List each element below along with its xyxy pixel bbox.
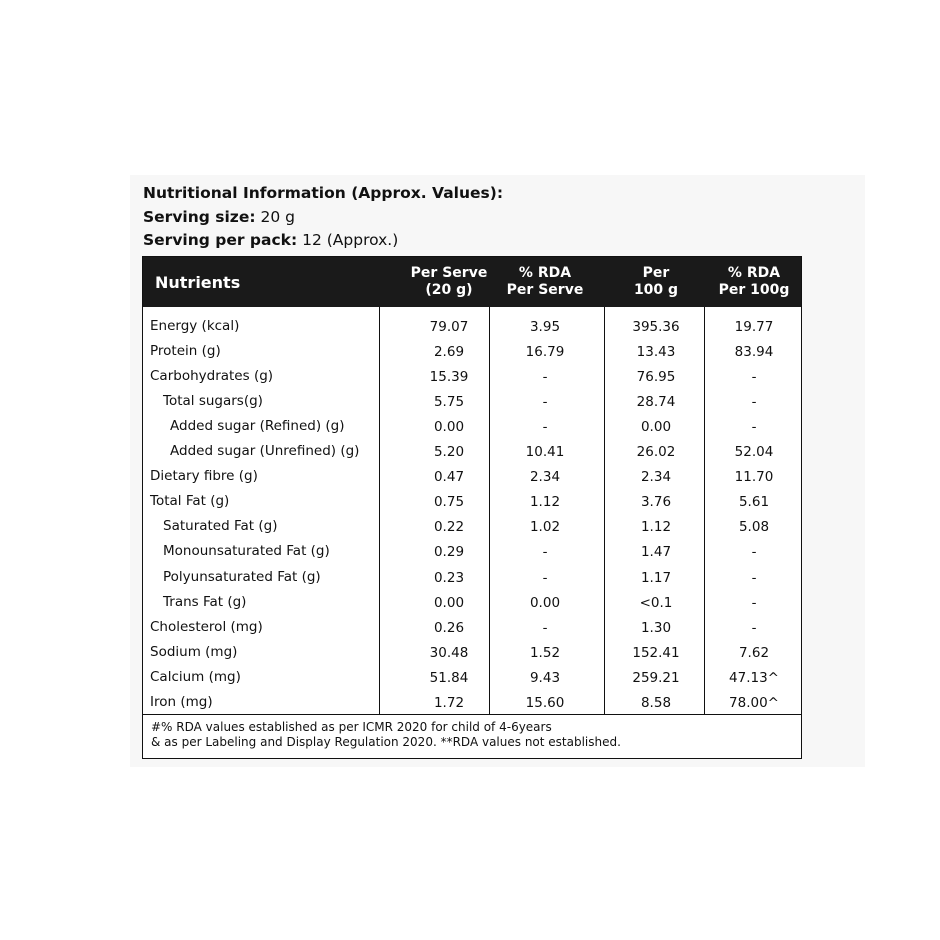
nutrient-value: 76.95 [636,369,676,386]
nutrient-value: 0.00 [433,419,465,436]
nutrient-value: 1.17 [640,569,672,586]
column-header-label: Per Serve [506,282,584,298]
column-header [694,257,814,307]
nutrient-name: Energy (kcal) [150,318,240,334]
nutrient-value: 0.00 [529,594,561,611]
nutrient-value: 0.26 [433,619,465,636]
nutrient-name: Saturated Fat (g) [163,518,278,535]
nutrient-value: 3.95 [529,319,561,335]
nutrient-value: - [751,419,757,436]
column-header-label: (20 g) [425,282,473,298]
nutrient-value: 1.72 [433,694,465,711]
nutrient-value: 11.70 [734,469,774,486]
nutrient-name: Iron (mg) [150,693,213,710]
nutrient-value: 26.02 [636,444,676,461]
nutrient-name: Total sugars(g) [163,393,263,410]
nutrient-value: 1.30 [640,619,672,636]
nutrient-value: 1.12 [640,519,672,536]
footnote-line: #% RDA values established as per ICMR 2020 for child of 4-6years [151,720,552,734]
servings-per-pack [143,230,398,250]
nutrient-value: 5.61 [738,494,770,511]
nutrient-value: - [542,369,548,386]
nutrient-value: - [751,544,757,561]
table-header [143,257,801,307]
nutrient-value: - [542,419,548,436]
column-header-label: Per 100g [718,282,790,298]
nutrient-value: 10.41 [525,444,565,461]
footnote [151,720,621,750]
nutrition-title: Nutritional Information (Approx. Values): [143,184,504,202]
nutrient-value: 47.13^ [729,669,779,686]
nutrient-value: 15.60 [525,694,565,711]
nutrient-value: 3.76 [640,494,672,511]
nutrient-value: 2.34 [529,469,561,486]
nutrient-value: - [751,569,757,586]
nutrient-value: 1.12 [529,494,561,511]
nutrient-name: Monounsaturated Fat (g) [163,543,330,560]
nutrient-value: 19.77 [734,319,774,335]
column-divider [604,307,605,714]
nutrient-value: 0.75 [433,494,465,511]
nutrient-value: 1.52 [529,644,561,661]
column-header-label: Per Serve [410,265,488,281]
nutrient-value: - [542,394,548,411]
footnote-divider [143,714,801,715]
column-divider [379,307,380,714]
nutrient-value: 13.43 [636,344,676,361]
nutrient-value: 0.23 [433,569,465,586]
nutrient-name: Cholesterol (mg) [150,618,263,635]
nutrient-value: - [751,369,757,386]
nutrition-table [142,256,802,759]
nutrient-name: Trans Fat (g) [163,593,247,610]
nutrient-name: Total Fat (g) [150,493,230,510]
column-header [143,257,391,307]
nutrient-value: 1.02 [529,519,561,536]
nutrient-name: Calcium (mg) [150,668,241,685]
column-header-label: 100 g [633,282,679,298]
nutrient-value: 5.08 [738,519,770,536]
nutrient-name: Sodium (mg) [150,643,238,660]
nutrient-value: 0.47 [433,469,465,486]
nutrient-value: 2.34 [640,469,672,486]
nutrient-value: 52.04 [734,444,774,461]
nutrient-value: 1.47 [640,544,672,561]
footnote-line: & as per Labeling and Display Regulation 2020. **RDA values not established. [151,735,621,749]
nutrient-value: 9.43 [529,669,561,686]
servings-per-pack-label: Serving per pack: [143,231,298,249]
nutrient-value: 259.21 [632,669,680,686]
nutrient-value: 30.48 [429,644,469,661]
nutrient-value: 0.00 [433,594,465,611]
nutrient-value: 83.94 [734,344,774,361]
column-divider [489,307,490,714]
nutrient-name: Protein (g) [150,343,221,360]
nutrient-value: 78.00^ [729,694,779,711]
nutrient-name: Polyunsaturated Fat (g) [163,568,321,585]
servings-per-pack-value: 12 (Approx.) [297,231,399,249]
column-header [485,257,605,307]
nutrient-value: 5.75 [433,394,465,411]
nutrient-value: - [542,569,548,586]
nutrient-value: 152.41 [632,644,680,661]
nutrient-value: - [542,619,548,636]
nutrient-value: 15.39 [429,369,469,386]
nutrient-value: 51.84 [429,669,469,686]
nutrient-value: 0.29 [433,544,465,561]
nutrient-value: <0.1 [639,594,673,611]
nutrient-value: 28.74 [636,394,676,411]
nutrient-value: - [751,394,757,411]
column-header-label: % RDA [727,265,781,281]
nutrient-value: - [751,619,757,636]
nutrient-value: 79.07 [429,319,469,335]
nutrient-name: Carbohydrates (g) [150,368,274,385]
serving-size-value: 20 g [255,208,295,226]
nutrient-value: 7.62 [738,644,770,661]
nutrient-value: 5.20 [433,444,465,461]
serving-size-label: Serving size: [143,208,256,226]
nutrient-name: Dietary fibre (g) [150,468,258,485]
column-header-label: Nutrients [155,272,241,292]
nutrient-value: 0.00 [640,419,672,436]
nutrient-value: - [751,594,757,611]
nutrient-value: 8.58 [640,694,672,711]
nutrient-name: Added sugar (Unrefined) (g) [170,443,360,460]
nutrient-value: 395.36 [632,319,680,335]
nutrient-value: 16.79 [525,344,565,361]
column-header-label: % RDA [518,265,572,281]
nutrient-value: 2.69 [433,344,465,361]
column-header-label: Per [642,265,670,281]
nutrient-value: 0.22 [433,519,465,536]
column-divider [704,307,705,714]
nutrient-name: Added sugar (Refined) (g) [170,418,345,435]
serving-size [143,207,295,227]
nutrient-value: - [542,544,548,561]
